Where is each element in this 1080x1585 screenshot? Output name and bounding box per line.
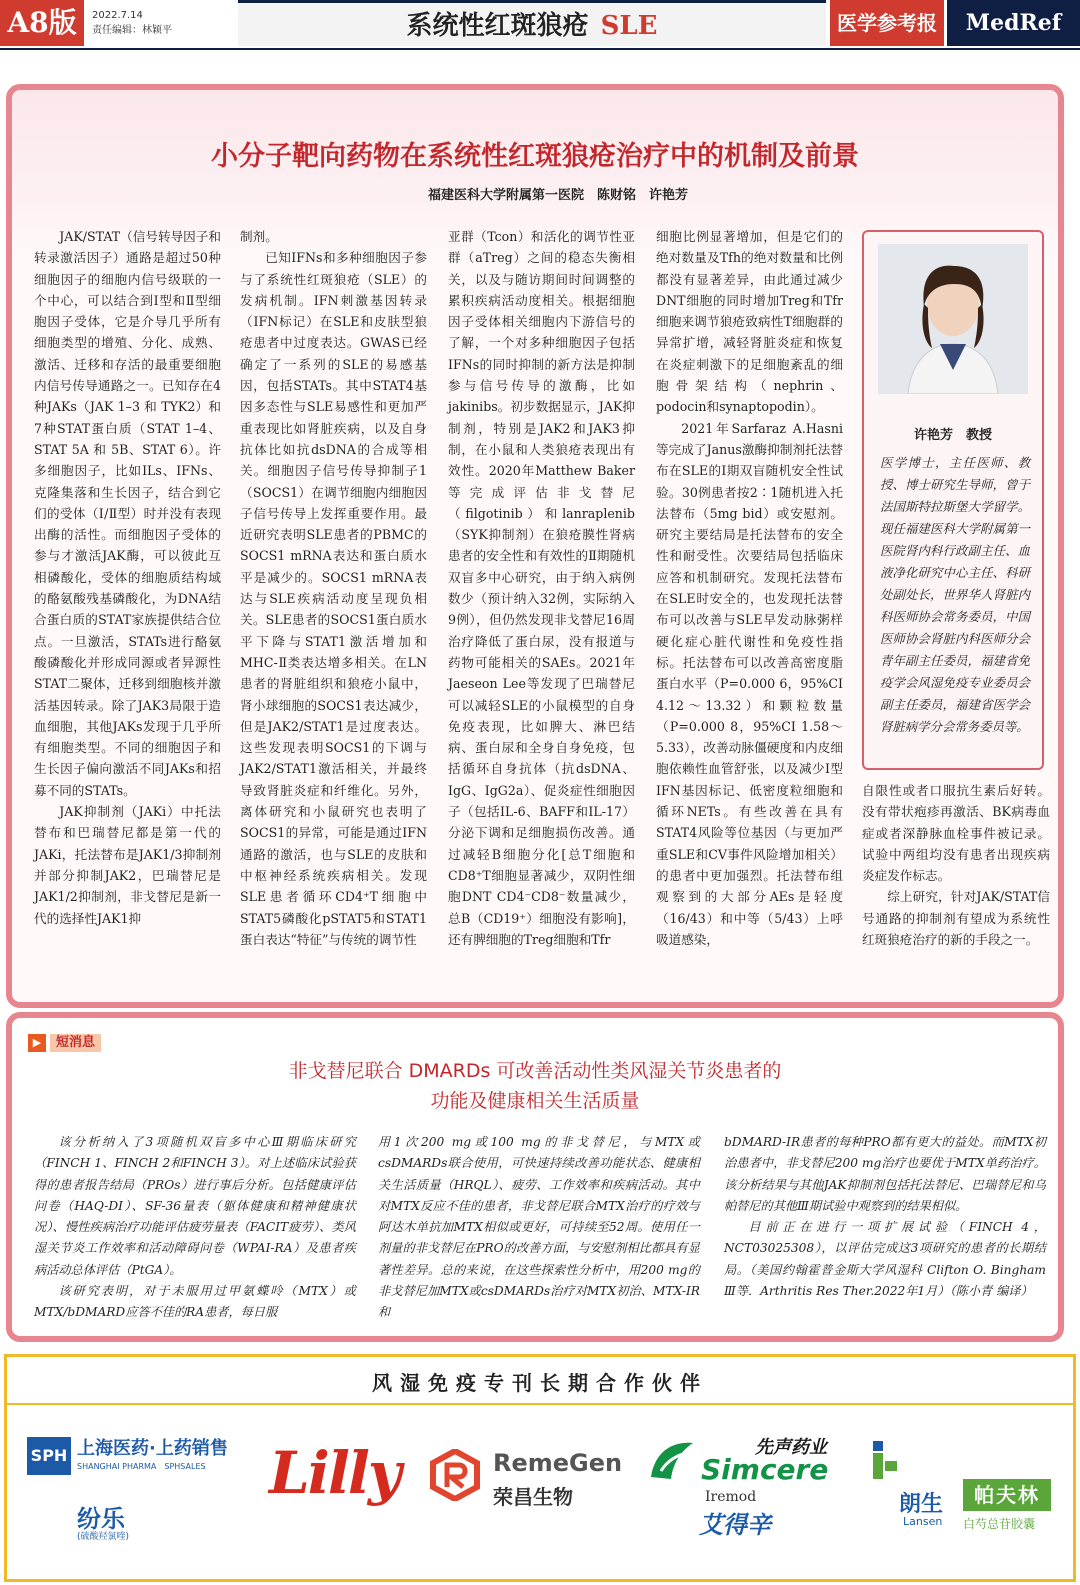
short-news: [6, 1012, 1064, 1342]
paragraph: 该研究表明，对于未服用过甲氨蝶呤（MTX）或MTX/bDMARD应答不佳的RA患者，每日服: [34, 1284, 356, 1320]
simcere-mark-icon: [647, 1437, 697, 1483]
article-byline: 福建医科大学附属第一医院 陈财铭 许艳芳: [427, 188, 688, 203]
remegen-logo-cn: 荣昌生物: [493, 1485, 573, 1509]
sph-logo-subtext: SHANGHAI PHARMA SPHSALES: [77, 1462, 206, 1471]
sph-logo-icon: SPH: [27, 1437, 71, 1475]
author-profile: [862, 230, 1044, 770]
masthead: [0, 0, 1080, 50]
article-title: 小分子靶向药物在系统性红斑狼疮治疗中的机制及前景: [211, 141, 859, 172]
iremod-logo-cn: 艾得辛: [699, 1511, 771, 1539]
author-photo: [878, 244, 1028, 394]
paragraph: 2021年Sarfaraz A.Hasni等完成了Janus激酶抑制剂托法替布在SLE的Ⅰ期双盲随机安全性试验。30例患者按2∶1随机进入托法替布（5mg bid）或安慰剂。研究主要结局是托法替布的安全性和耐受性。次要结局包括临床应答和机制研究。发现托法替布在SLE时安全的，也发现托法替布可以改善与SLE早发动脉粥样硬化症心脏代谢性和免疫性指标。托法替布可以改善高密度脂蛋白水平（P=0.000 6，95%CI 4.12～13.32）和颗粒数量（P=0.000 8，95%CI 1.58～5.33），改善动脉僵硬度和内皮细胞依赖性血管舒张，以及减少Ⅰ型IFN基因标记、低密度粒细胞和循环NETs。有些改善在具有STAT4风险等位基因（与更加严重SLE和CV事件风险增加相关）的患者中更加强烈。托法替布组观察到的大部分AEs是轻度（16/43）和中等（5/43）上呼吸道感染，: [656, 420, 843, 947]
paragraph: bDMARD-IR患者的每种PRO都有更大的益处。而MTX初治患者中，非戈替尼200 mg治疗也要优于MTX单药治疗。该分析结果与其他JAK抑制剂包括托法替尼、巴瑞替尼和乌帕替尼的其他Ⅲ期试验中观察到的结果相似。: [724, 1135, 1046, 1213]
lansen-logo-cn: 朗生: [899, 1492, 944, 1517]
news-column-2: [378, 1132, 700, 1324]
simcere-logo-text: Simcere: [701, 1453, 829, 1486]
remegen-logo-text: RemeGen: [493, 1449, 623, 1477]
lansen-logo-en: Lansen: [903, 1515, 943, 1528]
news-title-line: 功能及健康相关生活质量: [430, 1090, 640, 1112]
article-column-3: [448, 226, 635, 950]
news-tag: [28, 1034, 101, 1054]
brand-en: MedRef: [947, 0, 1080, 46]
paragraph: 细胞比例显著增加，但是它们的绝对数量及Tfh的绝对数量和比例都没有显著差异，由此通过减少DNT细胞的同时增加Treg和Tfr细胞来调节狼疮致病性T细胞群的异常扩增，减轻肾脏炎症和恢复在炎症刺激下的足细胞紊乱的细胞骨架结构（nephrin、podocin和synaptopodin）。: [656, 229, 843, 415]
issue-date: 2022.7.14: [92, 10, 143, 21]
news-column-1: [34, 1132, 356, 1324]
article-column-4: [656, 226, 843, 950]
pafulin-logo-subtext: 白芍总苷胶囊: [963, 1517, 1036, 1531]
news-column-3: [724, 1132, 1046, 1302]
lansen-cross-icon: [869, 1441, 899, 1481]
paragraph: 综上研究，针对JAK/STAT信号通路的抑制剂有望成为系统性红斑狼疮治疗的新的手段之一。: [862, 889, 1050, 948]
paragraph: 已知IFNs和多种细胞因子参与了系统性红斑狼疮（SLE）的发病机制。IFN刺激基因转录（IFN标记）在SLE和皮肤型狼疮患者中过度表达。GWAS已经确定了一系列的SLE的易感基因，包括STATs。其中STAT4基因多态性与SLE易感性和更加严重表现比如肾脏疾病，以及自身抗体比如抗dsDNA的合成等相关。细胞因子信号传导抑制子1（SOCS1）在调节细胞内细胞因子信号传导上发挥重要作用。最近研究表明SLE患者的PBMC的SOCS1 mRNA表达和蛋白质水平是减少的。SOCS1 mRNA表达与SLE疾病活动度呈现负相关。SLE患者的SOCS1蛋白质水平下降与STAT1激活增加和MHC-Ⅱ类表达增多相关。在LN患者的肾脏组织和狼疮小鼠中，肾小球细胞的SOCS1表达减少，但是JAK2/STAT1是过度表达。这些发现表明SOCS1的下调与JAK2/STAT1激活相关，并最终导致肾脏炎症和纤维化。另外，离体研究和小鼠研究也表明了SOCS1的异常，可能是通过IFN通路的激活，也与SLE的皮肤和中枢神经系统疾病相关。发现SLE患者循环CD4⁺T细胞中STAT5磷酸化pSTAT5和STAT1蛋白表达“特征”与传统的调节性: [240, 250, 427, 947]
portrait-image: [878, 244, 1028, 394]
sph-logo-text: 上海医药·上药销售: [77, 1438, 228, 1459]
paragraph: 自限性或者口服抗生素后好转。没有带状疱疹再激活、BK病毒血症或者深静脉血栓事件被记录。试验中两组均没有患者出现疾病炎症发作标志。: [862, 783, 1050, 884]
paragraph: 用1次200 mg或100 mg的非戈替尼，与MTX或csDMARDs联合使用，可快速持续改善功能状态、健康相关生活质量（HRQL）、疲劳、工作效率和疾病活动。其中对MTX反应不佳的患者，非戈替尼联合MTX治疗的疗效与阿达木单抗加MTX相似或更好，可持续至52周。使用任一剂量的非戈替尼在PRO的改善方面，与安慰剂相比都具有显著性差异。总的来说，在这些探索性分析中，用200 mg的非戈替尼加MTX或csDMARDs治疗对MTX初治、MTX-IR和: [378, 1135, 700, 1320]
article-column-2: [240, 226, 427, 950]
paragraph: 目前正在进行一项扩展试验（FINCH 4，NCT03025308），以评估完成这3项研究的患者的长期结局。（美国约翰霍普金斯大学风湿科 Clifton O. Bingham Ⅲ等．Arthritis Res Ther.2022年1月）（陈小青 编译）: [724, 1220, 1046, 1299]
author-bio: 医学博士，主任医师、教授、博士研究生导师，曾于法国斯特拉斯堡大学留学。现任福建医科大学附属第一医院肾内科行政副主任、血液净化研究中心主任、科研处副处长，世界华人肾脏内科医师协会常务委员，中国医师协会肾脏内科医师分会青年副主任委员，福建省免疫学会风湿免疫专业委员会副主任委员，福建省医学会肾脏病学分会常务委员等。: [880, 455, 1030, 734]
masthead-rule: [0, 48, 1080, 50]
article-column-1: [34, 226, 221, 929]
iremod-logo-text: Iremod: [705, 1489, 757, 1505]
partners-title: 风湿免疫专刊长期合作伙伴: [372, 1371, 708, 1395]
news-title-line: 非戈替尼联合 DMARDs 可改善活动性类风湿关节炎患者的: [288, 1060, 782, 1082]
paragraph: JAK/STAT（信号转导因子和转录激活因子）通路是超过50种细胞因子的细胞内信号级联的一个中心，可以结合到Ⅰ型和Ⅱ型细胞因子受体，它是介导几乎所有细胞类型的增殖、分化、成熟、激活、迁移和存活的最重要细胞内信号传导通路之一。已知存在4种JAKs（JAK 1–3 和 TYK2）和7种STAT蛋白质（STAT 1–4、STAT 5A 和 5B、STAT 6）。许多细胞因子，比如ILs、IFNs、克隆集落和生长因子，结合到它们的受体（Ⅰ/Ⅱ型）时并没有表现出酶的活性。而细胞因子受体的参与才激活JAK酶，可以彼此互相磷酸化，受体的细胞质结构域的酪氨酸残基磷酸化，为DNA结合蛋白质的STAT家族提供结合位点。一旦激活，STATs进行酪氨酸磷酸化并形成同源或者异源性STAT二聚体，迁移到细胞核并激活基因转录。除了JAK3局限于造血细胞，其他JAKs发现于几乎所有细胞类型。不同的细胞因子和生长因子偏向激活不同JAKs和招募不同的STATs。: [34, 229, 221, 798]
remegen-mark-icon: [429, 1449, 481, 1501]
partners-banner: [4, 1354, 1076, 1582]
fenle-logo: 纷乐: [77, 1505, 125, 1533]
divider: [7, 1403, 1073, 1405]
paragraph: 该分析纳入了3项随机双盲多中心Ⅲ期临床研究（FINCH 1、FINCH 2和FINCH 3）。对上述临床试验获得的患者报告结局（PROs）进行事后分析。包括健康评估问卷（HAQ-DI）、SF-36量表（躯体健康和精神健康状况）、慢性疾病治疗功能评估疲劳量表（FACIT疲劳）、类风湿关节炎工作效率和活动障碍问卷（WPAI-RA）及患者疾病活动总体评估（PtGA）。: [34, 1135, 356, 1277]
play-arrow-icon: ▶: [28, 1034, 46, 1052]
news-tag-label: 短消息: [50, 1034, 101, 1052]
masthead-meta: [92, 8, 172, 38]
paragraph: 制剂。: [240, 229, 278, 244]
section-title: [238, 0, 826, 46]
main-article: [6, 84, 1064, 1008]
article-column-5: [862, 780, 1050, 950]
section-title-en: SLE: [600, 11, 658, 41]
simcere-logo-cn: 先声药业: [755, 1437, 827, 1458]
pafulin-logo: 帕夫林: [963, 1479, 1051, 1511]
lilly-logo: Lilly: [269, 1439, 400, 1507]
edition-badge: A8版: [0, 0, 84, 46]
news-title: [12, 1056, 1058, 1116]
section-title-cn: 系统性红斑狼疮: [406, 11, 589, 41]
paragraph: 亚群（Tcon）和活化的调节性亚群（aTreg）之间的稳态失衡相关，以及与随访期间时间调整的累积疾病活动度相关。根据细胞因子受体相关细胞内下游信号的了解，一个对多种细胞因子包括IFNs的同时抑制的新方法是抑制参与信号传导的激酶，比如jakinibs。初步数据显示，JAK抑制剂，特别是JAK2和JAK3抑制，在小鼠和人类狼疮表现出有效性。2020年Matthew Baker等完成评估非戈替尼（filgotinib）和lanraplenib（SYK抑制剂）在狼疮膜性肾病患者的安全性和有效性的Ⅱ期随机双盲多中心研究，由于纳入病例数少（预计纳入32例，实际纳入9例），但仍然发现非戈替尼16周治疗降低了蛋白尿，没有报道与药物可能相关的SAEs。2021年Jaeseon Lee等发现了巴瑞替尼可以减轻SLE的小鼠模型的自身免疫表现，比如脾大、淋巴结病、蛋白尿和全身自身免疫，包括循环自身抗体（抗dsDNA、IgG、IgG2a）、促炎症性细胞因子（包括IL-6、BAFF和IL-17）分泌下调和足细胞损伤改善。通过减轻B细胞分化[总T细胞和CD8⁺T细胞显著减少，双阴性细胞DNT CD4⁻CD8⁻数量减少，总B（CD19⁺）细胞没有影响]，还有脾细胞的Treg细胞和Tfr: [448, 229, 635, 947]
brand-cn: 医学参考报: [830, 0, 944, 46]
paragraph: JAK抑制剂（JAKi）中托法替布和巴瑞替尼都是第一代的JAKi，托法替布是JAK1/3抑制剂并部分抑制JAK2，巴瑞替尼是JAK1/2抑制剂，非戈替尼是新一代的选择性JAK1抑: [34, 804, 221, 926]
responsible-editor: 责任编辑：林颖平: [92, 25, 172, 36]
author-name: 许艳芳 教授: [913, 428, 992, 443]
fenle-logo-subtext: (硫酸羟氯喹): [77, 1532, 130, 1542]
